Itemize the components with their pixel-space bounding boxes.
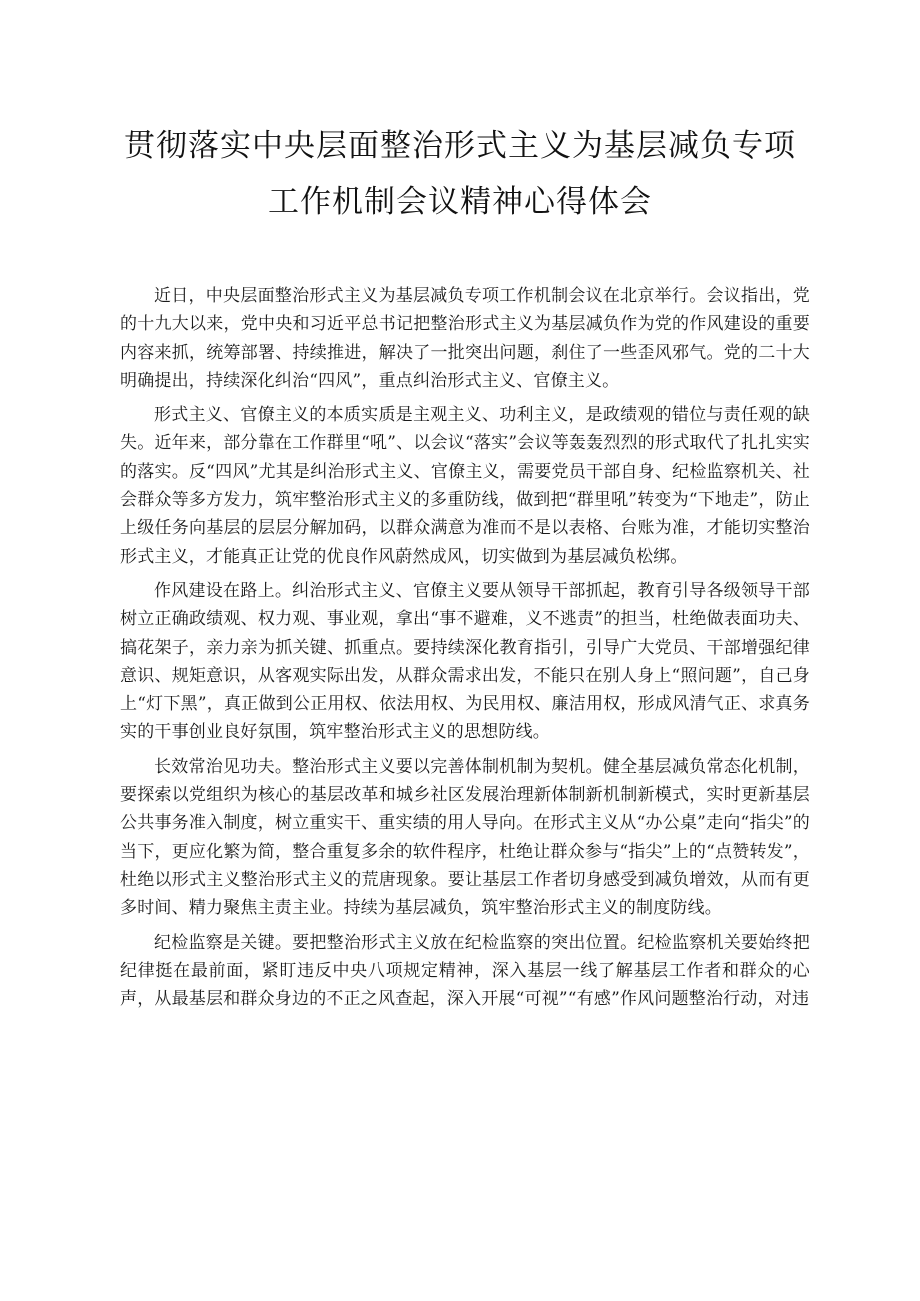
paragraph-4: 长效常治见功夫。整治形式主义要以完善体制机制为契机。健全基层减负常态化机制，要探索以党组织为核心的基层改革和城乡社区发展治理新体制新机制新模式，实时更新基层公共事务准入制度，树立重实干、重实绩的用人导向。在形式主义从“办公桌”走向“指尖”的当下，更应化繁为简，整合重复多余的软件程序，杜绝让群众参与“指尖”上的“点赞转发”，杜绝以形式主义整治形式主义的荒唐现象。要让基层工作者切身感受到减负增效，从而有更多时间、精力聚焦主责主业。持续为基层减负，筑牢整治形式主义的制度防线。 (120, 756, 810, 919)
paragraph-3: 作风建设在路上。纠治形式主义、官僚主义要从领导干部抓起，教育引导各级领导干部树立正确政绩观、权力观、事业观，拿出“事不避难，义不逃责”的担当，杜绝做表面功夫、搞花架子，亲力亲为抓关键、抓重点。要持续深化教育指引，引导广大党员、干部增强纪律意识、规矩意识，从客观实际出发，从群众需求出发，不能只在别人身上“照问题”，自己身上“灯下黑”，真正做到公正用权、依法用权、为民用权、廉洁用权，形成风清气正、求真务实的干事创业良好氛围，筑牢整治形式主义的思想防线。 (120, 580, 810, 743)
paragraph-1: 近日，中央层面整治形式主义为基层减负专项工作机制会议在北京举行。会议指出，党的十九大以来，党中央和习近平总书记把整治形式主义为基层减负作为党的作风建设的重要内容来抓，统筹部署、持续推进，解决了一批突出问题，刹住了一些歪风邪气。党的二十大明确提出，持续深化纠治“四风”，重点纠治形式主义、官僚主义。 (120, 286, 810, 391)
paragraph-5: 纪检监察是关键。要把整治形式主义放在纪检监察的突出位置。纪检监察机关要始终把纪律挺在最前面，紧盯违反中央八项规定精神，深入基层一线了解基层工作者和群众的心声，从最基层和群众身边的不正之风查起，深入开展“可视”“有感”作风问题整治行动，对违 (120, 932, 810, 1010)
paragraph-2: 形式主义、官僚主义的本质实质是主观主义、功利主义，是政绩观的错位与责任观的缺失。近年来，部分靠在工作群里“吼”、以会议“落实”会议等轰轰烈烈的形式取代了扎扎实实的落实。反“四风”尤其是纠治形式主义、官僚主义，需要党员干部自身、纪检监察机关、社会群众等多方发力，筑牢整治形式主义的多重防线，做到把“群里吼”转变为“下地走”，防止上级任务向基层的层层分解加码，以群众满意为准而不是以表格、台账为准，才能切实整治形式主义，才能真正让党的优良作风蔚然成风，切实做到为基层减负松绑。 (120, 405, 810, 567)
document-title: 贯彻落实中央层面整治形式主义为基层减负专项工作机制会议精神心得体会 (124, 128, 796, 220)
document-body (120, 282, 810, 1019)
